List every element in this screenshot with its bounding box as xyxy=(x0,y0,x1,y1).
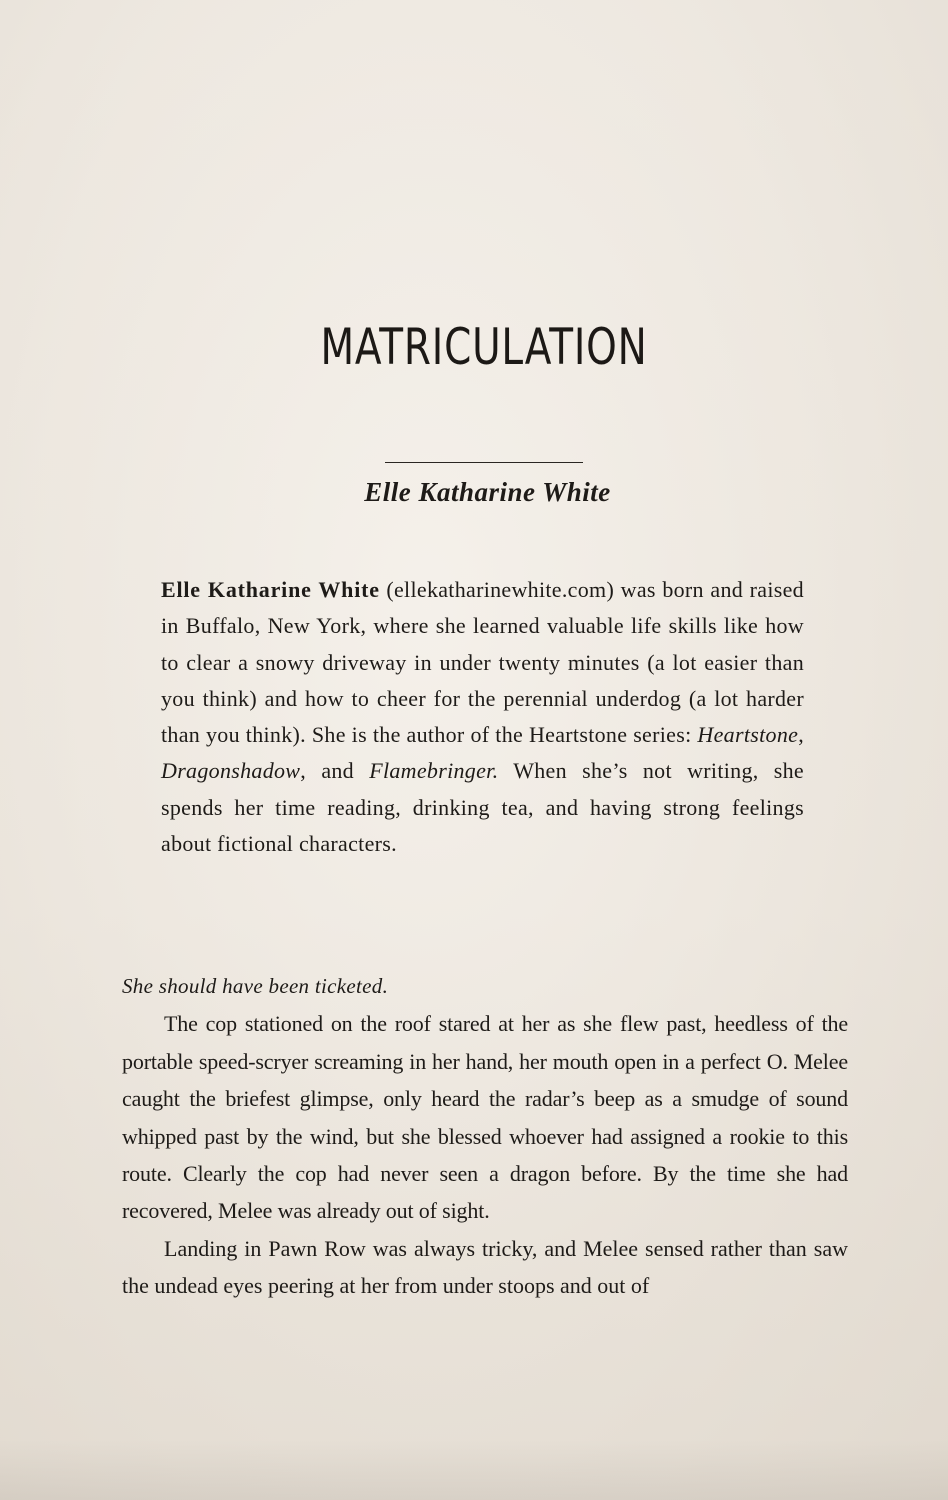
bio-text-intro: (ellekatharinewhite.com) was born and raised in Buffalo, New York, where she learned valuable life skills like how to clear a snowy driveway in under twenty minutes (a lot easier than you think) and how to cheer for the perennial underdog (a lot harder than you think). She is the author of the Heartstone series: xyxy=(161,577,804,748)
bio-book-flamebringer: Flamebringer. xyxy=(369,758,499,784)
bio-separator-2: , and xyxy=(300,758,370,784)
bio-author-name: Elle Katharine White xyxy=(161,577,380,602)
bio-text-closing: When she’s not writing, she spends her time reading, drinking tea, and having strong feelings about fictional characters. xyxy=(161,758,804,857)
bio-book-dragonshadow: Dragonshadow xyxy=(161,758,301,784)
story-paragraph-1: The cop stationed on the roof stared at her as she flew past, heedless of the portable speed-scryer screaming in her hand, her mouth open in a perfect O. Melee caught the briefest glimpse, only heard the radar’s beep as a smudge of sound whipped past by the wind, but she blessed whoever had assigned a rookie to this route. Clearly the cop had never seen a dragon before. By the time she had recovered, Melee was already out of sight. xyxy=(122,1011,848,1224)
bio-book-heartstone: Heartstone xyxy=(697,722,799,748)
chapter-author: Elle Katharine White xyxy=(364,477,611,507)
chapter-title: MATRICULATION xyxy=(320,318,648,376)
story-opening-line: She should have been ticketed. xyxy=(122,974,389,998)
page-edge-shadow xyxy=(0,1440,948,1500)
title-divider xyxy=(385,462,583,463)
story-paragraph-2: Landing in Pawn Row was always tricky, and Melee sensed rather than saw the undead eyes peering at her from under stoops and out of xyxy=(122,1235,848,1299)
author-bio xyxy=(161,572,804,862)
story-body xyxy=(122,968,848,1305)
bio-separator-1: , xyxy=(798,722,804,748)
